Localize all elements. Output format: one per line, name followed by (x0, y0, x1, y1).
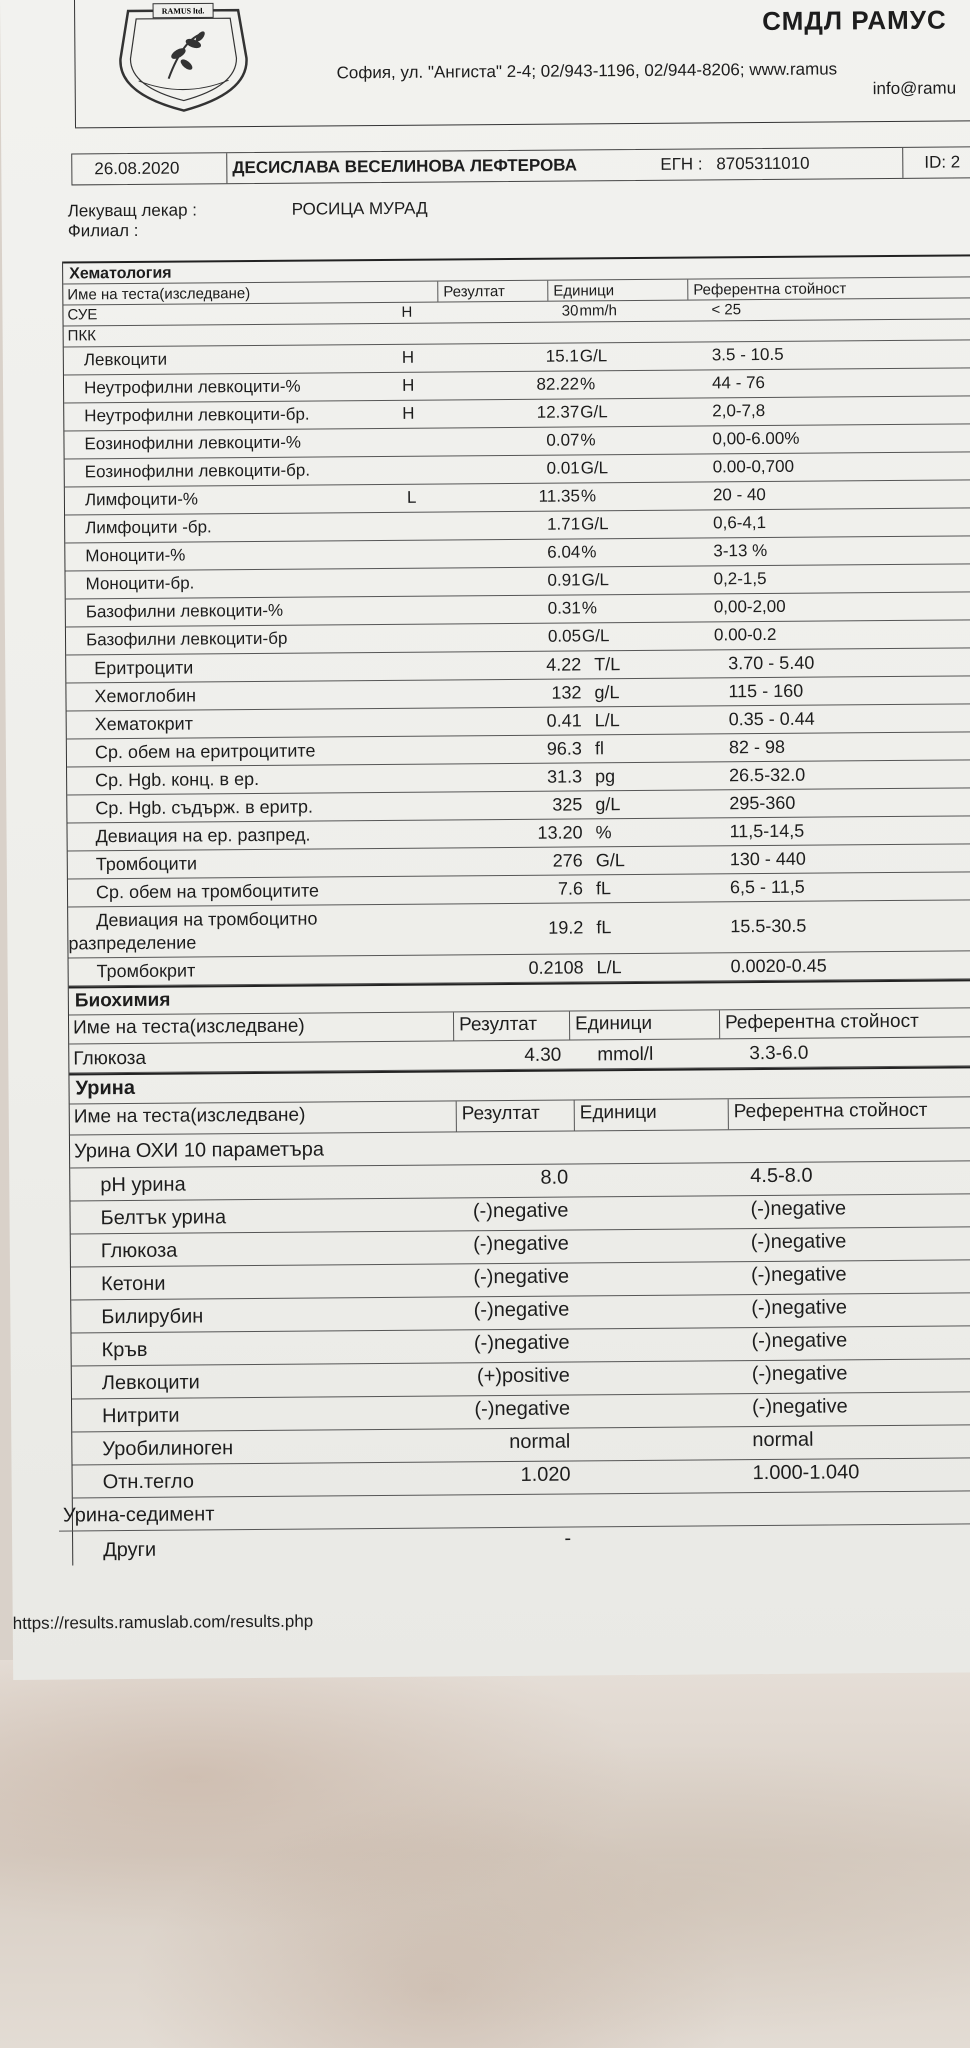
result-value: 12.37 (536, 402, 580, 422)
reference-range: 295-360 (729, 792, 796, 814)
result-value: (+)positive (476, 1364, 570, 1388)
reference-range: (-)negative (751, 1329, 848, 1353)
result-unit: % (581, 598, 597, 618)
reference-range: (-)negative (751, 1395, 848, 1419)
result-value: (-)negative (473, 1298, 570, 1322)
reference-range: (-)negative (750, 1197, 847, 1221)
patient-bar-divider (902, 148, 903, 178)
result-unit: G/L (595, 850, 625, 871)
column-divider (569, 1012, 570, 1040)
result-unit: mmol/l (597, 1043, 654, 1066)
test-name: Девиация на тромбоцитно (96, 908, 318, 931)
urine-sediment-row (73, 1524, 970, 1565)
column-header-result: Резултат (443, 283, 505, 301)
test-name: Базофилни левкоцити-% (85, 600, 284, 622)
svg-text:RAMUS ltd.: RAMUS ltd. (161, 6, 205, 16)
result-value: - (564, 1527, 572, 1550)
reference-range: 0,6-4,1 (713, 512, 767, 533)
section-title: Урина (75, 1076, 136, 1100)
result-unit: pg (595, 766, 616, 787)
doctor-label: Лекуващ лекар : (67, 200, 198, 221)
result-value: 1.020 (520, 1463, 571, 1486)
result-value: 96.3 (546, 738, 582, 759)
result-value: 30 (561, 302, 579, 320)
result-value: 0.91 (547, 570, 581, 590)
test-name: Други (103, 1538, 157, 1562)
test-name: Глюкоза (100, 1239, 178, 1263)
report-date: 26.08.2020 (94, 158, 180, 179)
column-header-test: Име на теста(изследване) (67, 285, 251, 304)
abnormal-flag: H (401, 347, 415, 367)
test-name: Глюкоза (73, 1047, 147, 1070)
column-divider (547, 281, 548, 301)
reference-range: 115 - 160 (728, 680, 804, 702)
reference-range: normal (752, 1428, 814, 1452)
test-name: Ср. обем на еритроцитите (94, 740, 316, 763)
result-unit: g/L (595, 794, 621, 815)
lab-address: София, ул. "Ангиста" 2-4; 02/943-1196, 02/944-8206; www.ramus (336, 59, 838, 83)
result-value: (-)negative (472, 1199, 569, 1223)
header-frame-bottom (75, 120, 970, 128)
abnormal-flag: H (401, 375, 415, 395)
test-name: Нитрити (102, 1404, 180, 1428)
test-name: Левкоцити (101, 1371, 200, 1395)
result-value: (-)negative (473, 1331, 570, 1355)
reference-range: (-)negative (750, 1263, 847, 1287)
column-header-result: Резултат (461, 1102, 540, 1125)
test-name: Моноцити-бр. (85, 573, 195, 594)
column-divider (719, 1010, 720, 1038)
result-value: 4.30 (524, 1044, 562, 1066)
result-value: 0.41 (546, 710, 582, 731)
column-divider (456, 1101, 457, 1131)
test-name: Еозинофилни левкоцити-% (84, 432, 302, 454)
test-name: Отн.тегло (102, 1470, 194, 1494)
patient-bar (71, 146, 970, 185)
reference-range: 130 - 440 (729, 848, 806, 870)
result-unit: mm/h (579, 302, 618, 320)
reference-range: 0,00-2,00 (713, 596, 786, 617)
result-value: 11.35 (538, 486, 580, 506)
reference-range: (-)negative (751, 1296, 847, 1320)
ramus-logo (108, 0, 259, 119)
result-value: 132 (551, 682, 582, 703)
reference-range: 2,0-7,8 (712, 401, 766, 421)
result-unit: G/L (581, 570, 610, 590)
patient-name: ДЕСИСЛАВА ВЕСЕЛИНОВА ЛЕФТЕРОВА (232, 155, 578, 178)
test-name: СУЕ (67, 306, 98, 324)
column-divider (728, 1099, 729, 1129)
result-value: 13.20 (537, 822, 583, 843)
result-unit: L/L (594, 710, 620, 731)
test-name-line2: разпределение (68, 932, 197, 954)
test-name: Ср. Hgb. конц. в ер. (95, 768, 260, 791)
table-background (0, 1660, 970, 2048)
result-unit: % (579, 374, 596, 394)
patient-egn: 8705311010 (716, 153, 810, 174)
column-header-units: Единици (574, 1012, 653, 1035)
section-title: Хематология (69, 264, 172, 283)
result-unit: G/L (581, 514, 609, 534)
abnormal-flag: L (406, 487, 417, 507)
result-unit: G/L (579, 346, 608, 366)
patient-id: ID: 2 (924, 152, 961, 172)
result-value: 1.71 (546, 514, 581, 534)
reference-range: 6,5 - 11,5 (729, 876, 805, 898)
result-unit: fL (595, 878, 612, 899)
reference-range: 15.5-30.5 (730, 915, 807, 937)
result-unit: T/L (594, 654, 621, 675)
result-value: 0.31 (547, 598, 581, 618)
reference-range: 82 - 98 (728, 736, 786, 758)
column-divider (437, 282, 438, 302)
column-divider (453, 1012, 454, 1040)
column-header-result: Резултат (458, 1013, 538, 1036)
test-name: Лимфоцити-% (84, 489, 199, 510)
reference-range: 3-13 % (713, 540, 768, 561)
results-table (62, 254, 970, 1565)
column-header-reference: Референтна стойност (724, 1010, 919, 1034)
test-name: Кетони (101, 1272, 166, 1296)
test-name: Ср. Hgb. съдърж. в еритр. (95, 796, 314, 819)
test-name: Хемоглобин (94, 685, 197, 707)
result-value: 0.2108 (528, 957, 584, 978)
column-header-test: Име на теста(изследване) (73, 1104, 306, 1128)
test-name: Билирубин (101, 1305, 204, 1329)
reference-range: (-)negative (751, 1362, 848, 1386)
column-divider (687, 280, 688, 300)
footer-url: https://results.ramuslab.com/results.php (12, 1611, 314, 1633)
column-divider (574, 1101, 575, 1131)
result-unit: fl (594, 738, 604, 759)
result-unit: L/L (596, 957, 622, 978)
abnormal-flag: H (401, 303, 413, 321)
result-value: 0.05 (547, 626, 582, 646)
test-name: Кръв (101, 1338, 148, 1362)
reference-range: 1.000-1.040 (752, 1461, 860, 1485)
test-name: Хематокрит (94, 713, 194, 735)
result-value: 325 (552, 794, 583, 815)
header-frame-left (74, 0, 76, 127)
column-header-reference: Референтна стойност (693, 280, 847, 299)
result-value: normal (509, 1430, 571, 1454)
result-value: 0.07 (546, 430, 580, 450)
test-name: Еозинофилни левкоцити-бр. (84, 460, 311, 482)
reference-range: 20 - 40 (712, 485, 766, 505)
reference-range: 3.70 - 5.40 (728, 652, 815, 674)
branch-label: Филиал : (67, 220, 139, 241)
test-name: Неутрофилни левкоцити-% (83, 376, 301, 398)
test-name: Белтък урина (100, 1206, 227, 1230)
reference-range: 3.5 - 10.5 (711, 344, 784, 365)
result-value: 276 (552, 850, 583, 871)
result-unit: % (580, 430, 596, 450)
lab-name: СМДЛ РАМУС (762, 4, 947, 37)
result-unit: % (580, 486, 597, 506)
result-unit: G/L (580, 458, 609, 478)
test-name: Моноцити-% (85, 545, 186, 566)
test-name: Базофилни левкоцити-бр (85, 628, 288, 650)
result-unit: fL (596, 917, 612, 938)
reference-range: 0,00-6.00% (712, 428, 800, 449)
reference-range: 0,2-1,5 (713, 568, 767, 589)
result-value: (-)negative (473, 1232, 569, 1256)
test-group-name: Урина ОХИ 10 параметъра (73, 1138, 324, 1163)
result-value: 8.0 (540, 1166, 569, 1189)
result-value: 31.3 (546, 766, 583, 787)
test-name: Левкоцити (83, 349, 168, 370)
reference-range: 26.5-32.0 (729, 764, 806, 786)
result-value: 0.01 (546, 458, 580, 478)
patient-bar-divider (226, 153, 227, 183)
result-value: 82.22 (536, 374, 580, 394)
result-value: 6.04 (547, 542, 581, 562)
lab-email: info@ramu (872, 78, 957, 99)
result-unit: G/L (580, 402, 608, 422)
reference-range: 4.5-8.0 (750, 1164, 813, 1188)
column-header-test: Име на теста(изследване) (72, 1015, 305, 1039)
result-value: (-)negative (473, 1265, 570, 1289)
result-unit: g/L (594, 682, 620, 703)
reference-range: 11,5-14,5 (729, 820, 805, 842)
reference-range: 0.35 - 0.44 (728, 708, 815, 730)
test-name: Девиация на ер. разпред. (95, 824, 311, 847)
result-value: 4.22 (546, 654, 582, 675)
doctor-name: РОСИЦА МУРАД (291, 198, 428, 219)
reference-range: 3.3-6.0 (749, 1042, 809, 1065)
section-title: Биохимия (74, 989, 171, 1012)
hematology-row (68, 900, 970, 958)
test-name: Тромбокрит (96, 960, 196, 982)
result-value: 7.6 (557, 878, 584, 899)
reference-range: 0.0020-0.45 (730, 955, 827, 977)
result-unit: % (581, 542, 597, 562)
abnormal-flag: H (402, 403, 415, 423)
test-name: Неутрофилни левкоцити-бр. (84, 404, 310, 426)
test-name: Еритроцити (94, 657, 194, 679)
column-header-units: Единици (553, 282, 615, 300)
result-value: (-)negative (474, 1397, 571, 1421)
column-header-reference: Референтна стойност (733, 1099, 928, 1123)
column-header-units: Единици (579, 1101, 657, 1124)
test-name: pH урина (100, 1173, 186, 1197)
reference-range: < 25 (711, 301, 742, 319)
result-unit: % (595, 822, 612, 843)
egn-label: ЕГН : (660, 154, 703, 174)
test-name: Ср. обем на тромбоцитите (95, 880, 320, 903)
test-name: ПКК (67, 327, 96, 345)
result-value: 15.1 (545, 346, 579, 366)
result-value: 19.2 (548, 917, 584, 938)
test-group-name: Урина-седимент (62, 1503, 215, 1527)
reference-range: 44 - 76 (711, 373, 766, 393)
result-unit: G/L (581, 626, 610, 646)
test-name: Уробилиноген (102, 1437, 234, 1461)
test-name: Лимфоцити -бр. (85, 517, 212, 538)
reference-range: (-)negative (750, 1230, 847, 1254)
reference-range: 0.00-0.2 (713, 624, 777, 645)
test-name: Тромбоцити (95, 853, 198, 875)
reference-range: 0.00-0,700 (712, 456, 795, 477)
